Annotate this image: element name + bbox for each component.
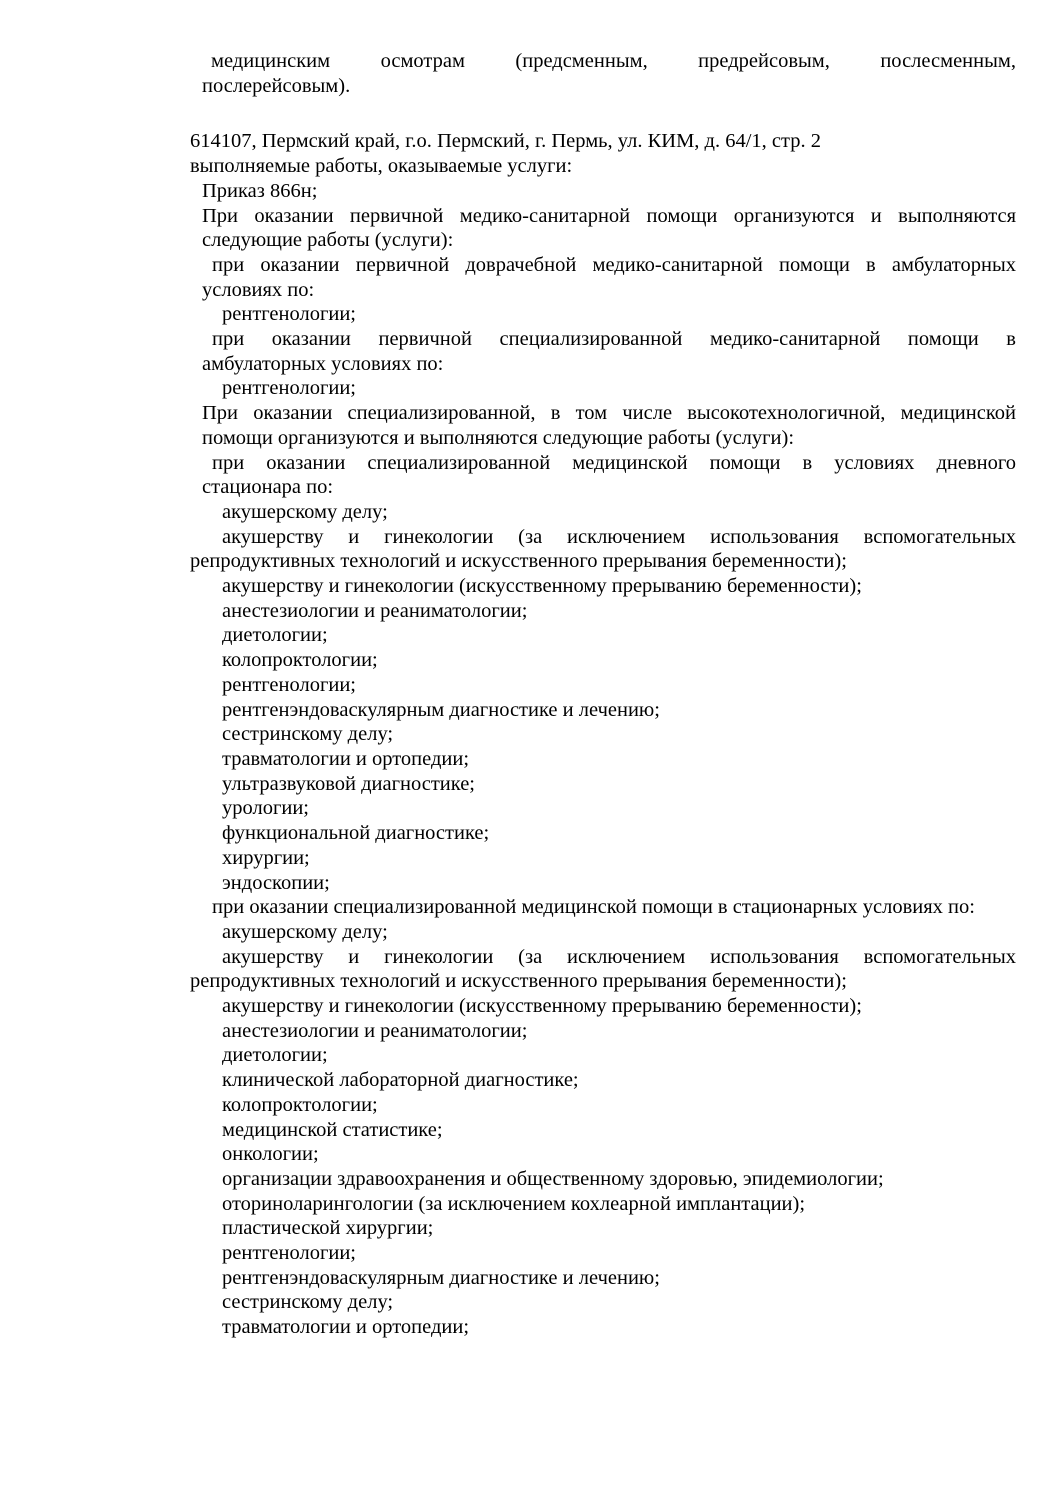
- service-item: хирургии;: [222, 846, 310, 869]
- service-item: урологии;: [222, 797, 310, 820]
- service-item: анестезиологии и реаниматологии;: [222, 1019, 528, 1042]
- service-item: организации здравоохранения и общественному здоровью, эпидемиологии;: [222, 1167, 884, 1190]
- carryover-line: послерейсовым).: [202, 74, 351, 97]
- works-services-label: выполняемые работы, оказываемые услуги:: [190, 155, 573, 178]
- service-item: рентгенологии;: [222, 673, 356, 696]
- service-item: колопроктологии;: [222, 649, 378, 672]
- specialized-care-header-line: помощи организуются и выполняются следующие работы (услуги):: [202, 426, 795, 449]
- service-item: диетологии;: [222, 1044, 328, 1067]
- service-item: эндоскопии;: [222, 871, 330, 894]
- service-item: акушерству и гинекологии (искусственному прерыванию беременности);: [222, 995, 862, 1018]
- service-item: рентгенологии;: [222, 303, 356, 326]
- service-item: анестезиологии и реаниматологии;: [222, 599, 528, 622]
- service-item: рентгенологии;: [222, 377, 356, 400]
- pre-doctor-subheader-line: при оказании первичной доврачебной медико-санитарной помощи в амбулаторных: [212, 253, 1016, 276]
- service-item: сестринскому делу;: [222, 1291, 394, 1314]
- order-reference: Приказ 866н;: [202, 179, 318, 202]
- service-item: рентгенэндоваскулярным диагностике и лечению;: [222, 1266, 660, 1289]
- service-item: сестринскому делу;: [222, 723, 394, 746]
- service-item: акушерству и гинекологии (искусственному прерыванию беременности);: [222, 575, 862, 598]
- service-item: рентгенологии;: [222, 1242, 356, 1265]
- service-item: пластической хирургии;: [222, 1217, 434, 1240]
- service-item: диетологии;: [222, 624, 328, 647]
- service-item: клинической лабораторной диагностике;: [222, 1069, 579, 1092]
- specialized-care-header-line: При оказании специализированной, в том числе высокотехнологичной, медицинской: [202, 402, 1016, 425]
- pre-doctor-subheader-line: условиях по:: [202, 278, 315, 301]
- service-item: акушерству и гинекологии (за исключением использования вспомогательных: [222, 945, 1016, 968]
- service-item: оториноларингологии (за исключением кохлеарной имплантации);: [222, 1192, 806, 1215]
- specialized-outpatient-subheader-line: амбулаторных условиях по:: [202, 352, 444, 375]
- service-item: акушерству и гинекологии (за исключением использования вспомогательных: [222, 525, 1016, 548]
- service-item: травматологии и ортопедии;: [222, 747, 470, 770]
- carryover-line: медицинским осмотрам (предсменным, предрейсовым, послесменным,: [211, 50, 1016, 72]
- service-item: медицинской статистике;: [222, 1118, 443, 1141]
- service-item: травматологии и ортопедии;: [222, 1316, 470, 1339]
- service-item: акушерскому делу;: [222, 500, 388, 523]
- primary-care-header-line: следующие работы (услуги):: [202, 229, 454, 252]
- specialized-outpatient-subheader-line: при оказании первичной специализированной медико-санитарной помощи в: [212, 328, 1016, 351]
- inpatient-subheader-line: при оказании специализированной медицинской помощи в стационарных условиях по:: [212, 896, 975, 919]
- service-item: ультразвуковой диагностике;: [222, 772, 475, 795]
- service-item: функциональной диагностике;: [222, 822, 490, 845]
- day-hospital-subheader-line: стационара по:: [202, 476, 334, 499]
- service-item: акушерскому делу;: [222, 920, 388, 943]
- address-line: 614107, Пермский край, г.о. Пермский, г. Пермь, ул. КИМ, д. 64/1, стр. 2: [190, 130, 821, 153]
- primary-care-header-line: При оказании первичной медико-санитарной помощи организуются и выполняются: [202, 204, 1016, 227]
- service-item-continuation: репродуктивных технологий и искусственного прерывания беременности);: [190, 550, 847, 573]
- service-item: колопроктологии;: [222, 1093, 378, 1116]
- service-item-continuation: репродуктивных технологий и искусственного прерывания беременности);: [190, 970, 847, 993]
- service-item: онкологии;: [222, 1143, 319, 1166]
- service-item: рентгенэндоваскулярным диагностике и лечению;: [222, 698, 660, 721]
- day-hospital-subheader-line: при оказании специализированной медицинской помощи в условиях дневного: [212, 451, 1016, 474]
